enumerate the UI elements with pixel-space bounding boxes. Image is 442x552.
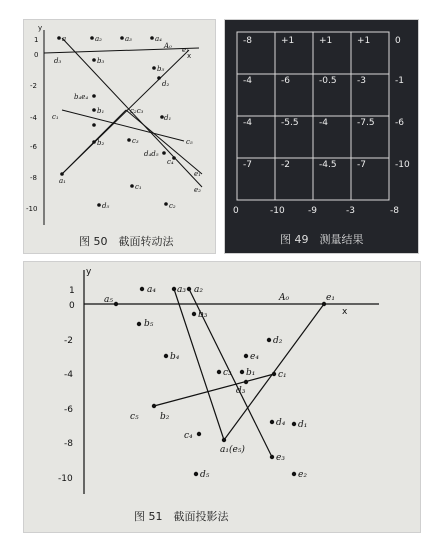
- svg-text:y: y: [38, 24, 43, 32]
- svg-text:c₄: c₄: [167, 158, 174, 166]
- grid-cell: -2: [281, 160, 290, 170]
- grid-bottom-label: -9: [308, 206, 317, 216]
- svg-text:b₅: b₅: [144, 319, 154, 329]
- svg-text:c₄: c₄: [184, 431, 193, 441]
- grid-cell: -7.5: [357, 118, 375, 128]
- figure-49-grid: [225, 20, 418, 253]
- svg-text:-4: -4: [30, 114, 37, 122]
- grid-cell: +1: [319, 36, 333, 46]
- svg-text:d₄: d₄: [276, 418, 286, 428]
- svg-text:0: 0: [34, 51, 39, 59]
- svg-text:d₃: d₃: [236, 386, 246, 396]
- svg-text:b₃: b₃: [198, 310, 208, 320]
- grid-bottom-label: 0: [233, 206, 239, 216]
- svg-text:a₃: a₃: [125, 35, 132, 43]
- svg-text:e₁: e₁: [182, 46, 189, 54]
- svg-text:-2: -2: [30, 82, 37, 90]
- grid-cell: -6: [281, 76, 290, 86]
- svg-text:e₄: e₄: [250, 352, 259, 362]
- svg-text:b₁: b₁: [97, 107, 105, 115]
- svg-text:e₃: e₃: [276, 453, 285, 463]
- svg-text:a₂: a₂: [95, 35, 102, 43]
- grid-cell: -7: [357, 160, 366, 170]
- figure-50-photo: [24, 20, 215, 253]
- svg-text:d₄d₅: d₄d₅: [144, 150, 159, 158]
- grid-cell: -7: [243, 160, 252, 170]
- svg-text:d₁: d₁: [164, 114, 172, 122]
- svg-text:c₃: c₃: [132, 137, 139, 145]
- grid-cell: -4: [243, 76, 252, 86]
- svg-text:1: 1: [34, 36, 39, 44]
- svg-text:c₁: c₁: [278, 370, 287, 380]
- svg-text:a₅: a₅: [104, 295, 113, 305]
- svg-text:-6: -6: [64, 405, 73, 415]
- svg-text:A₀: A₀: [164, 42, 172, 50]
- grid-bottom-label: -10: [270, 206, 285, 216]
- svg-text:d₃: d₃: [54, 57, 62, 65]
- svg-text:a₁(e₅): a₁(e₅): [220, 445, 245, 455]
- svg-text:x: x: [342, 307, 348, 317]
- svg-text:x: x: [187, 52, 192, 60]
- grid-cell: -0.5: [319, 76, 337, 86]
- svg-text:0: 0: [69, 301, 75, 311]
- svg-text:a: a: [62, 35, 67, 43]
- svg-text:a₄: a₄: [155, 35, 162, 43]
- figure-51-caption: 图 51 截面投影法: [134, 510, 229, 523]
- svg-text:d₅: d₅: [200, 470, 210, 480]
- svg-text:-2: -2: [64, 336, 73, 346]
- svg-text:-10: -10: [58, 474, 73, 484]
- svg-text:c₅: c₅: [186, 138, 193, 146]
- grid-cell: -4.5: [319, 160, 337, 170]
- grid-cell: -3: [357, 76, 366, 86]
- svg-text:-10: -10: [26, 205, 38, 213]
- svg-text:b₁: b₁: [246, 368, 256, 378]
- grid-cell: -4: [319, 118, 328, 128]
- svg-text:a₃: a₃: [177, 285, 186, 295]
- svg-text:e₁: e₁: [194, 170, 201, 178]
- svg-text:a₁: a₁: [59, 177, 66, 185]
- svg-text:-4: -4: [64, 370, 73, 380]
- svg-text:e₂: e₂: [298, 470, 307, 480]
- svg-text:-8: -8: [64, 439, 73, 449]
- svg-text:b₄: b₄: [170, 352, 180, 362]
- svg-text:a₄: a₄: [147, 285, 156, 295]
- svg-text:e₂: e₂: [194, 186, 201, 194]
- grid-cell: -5.5: [281, 118, 299, 128]
- grid-cell: 0: [395, 36, 401, 46]
- grid-cell: -1: [395, 76, 404, 86]
- grid-cell: +1: [281, 36, 295, 46]
- figure-50-caption: 图 50 截面转动法: [79, 235, 174, 248]
- svg-text:b₂: b₂: [97, 139, 105, 147]
- grid-cell: -10: [395, 160, 410, 170]
- grid-cell: -4: [243, 118, 252, 128]
- svg-text:-8: -8: [30, 174, 37, 182]
- svg-text:A₀: A₀: [279, 293, 290, 303]
- svg-text:e₁: e₁: [326, 293, 335, 303]
- svg-text:c₂: c₂: [169, 202, 176, 210]
- svg-text:c₁: c₁: [135, 183, 142, 191]
- grid-cell: -8: [243, 36, 252, 46]
- svg-text:b₃: b₃: [97, 57, 105, 65]
- svg-text:y: y: [86, 267, 92, 277]
- grid-bottom-label: -8: [390, 206, 399, 216]
- svg-text:c₂c₃: c₂c₃: [130, 107, 144, 115]
- svg-text:d₂: d₂: [273, 336, 283, 346]
- svg-text:c₁: c₁: [52, 113, 59, 121]
- svg-text:d₁: d₁: [298, 420, 308, 430]
- svg-text:c₅: c₅: [130, 412, 139, 422]
- figure-49-caption: 图 49 测量结果: [280, 233, 364, 246]
- figure-49-photo: [225, 20, 418, 253]
- svg-text:1: 1: [69, 286, 75, 296]
- figure-51-photo: [24, 262, 420, 532]
- svg-text:b₅: b₅: [157, 65, 165, 73]
- grid-cell: +1: [357, 36, 371, 46]
- svg-text:b₄e₄: b₄e₄: [74, 93, 89, 101]
- figure-51-diagram: [24, 262, 420, 532]
- svg-text:d₂: d₂: [162, 80, 170, 88]
- svg-text:d₅: d₅: [102, 202, 110, 210]
- figure-50-diagram: [24, 20, 215, 253]
- svg-text:a₂: a₂: [194, 285, 203, 295]
- svg-text:b₂: b₂: [160, 412, 170, 422]
- svg-text:c₃: c₃: [223, 368, 232, 378]
- grid-cell: -6: [395, 118, 404, 128]
- grid-bottom-label: -3: [346, 206, 355, 216]
- svg-text:-6: -6: [30, 143, 37, 151]
